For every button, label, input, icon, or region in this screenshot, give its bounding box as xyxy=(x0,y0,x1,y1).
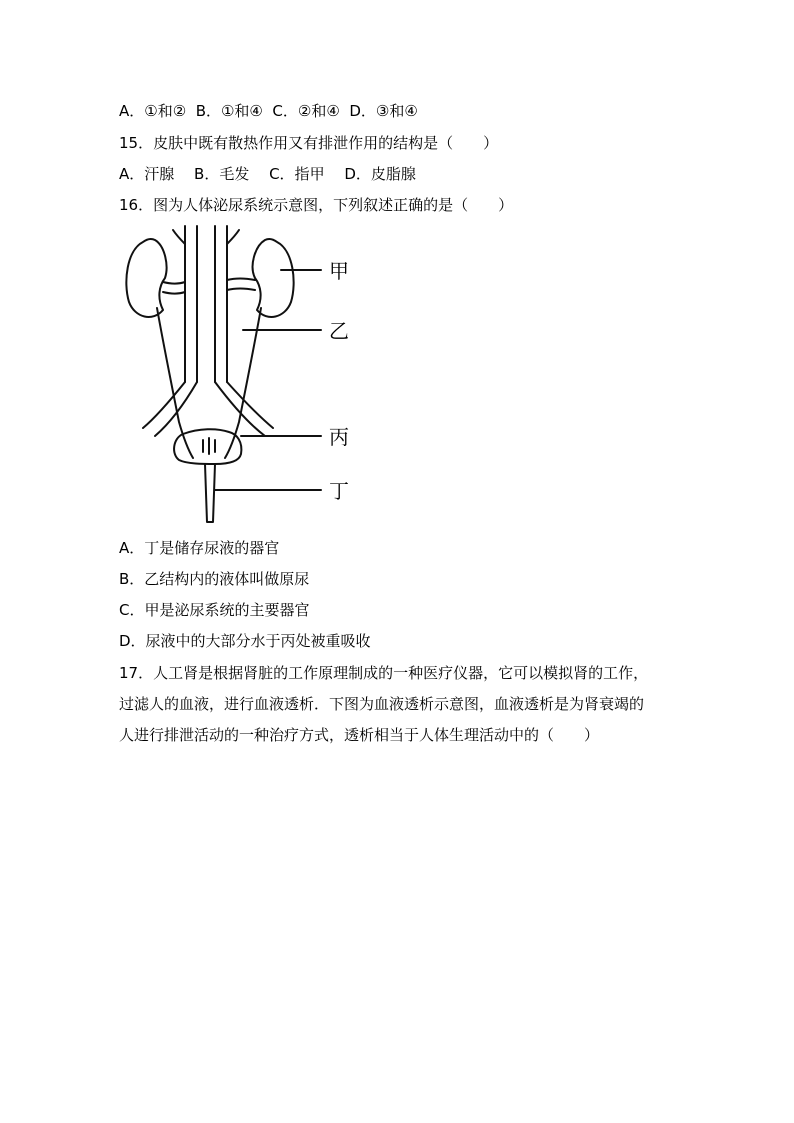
q15-stem: 15．皮肤中既有散热作用又有排泄作用的结构是（ ） xyxy=(119,134,499,152)
left-ureter xyxy=(157,308,193,458)
q17-stem-line1: 17．人工肾是根据肾脏的工作原理制成的一种医疗仪器，它可以模拟肾的工作， xyxy=(119,664,649,682)
q14-options: A．①和② B．①和④ C．②和④ D．③和④ xyxy=(119,102,418,120)
left-kidney xyxy=(126,239,166,317)
label-bing: 丙 xyxy=(329,425,349,449)
label-jia: 甲 xyxy=(329,259,349,283)
q16-stem: 16．图为人体泌尿系统示意图，下列叙述正确的是（ ） xyxy=(119,196,514,214)
right-kidney xyxy=(253,239,294,317)
q16-option-b: B．乙结构内的液体叫做原尿 xyxy=(119,570,310,588)
q16-option-d: D．尿液中的大部分水于丙处被重吸收 xyxy=(119,632,371,650)
q17-stem-line3: 人进行排泄活动的一种治疗方式，透析相当于人体生理活动中的（ ） xyxy=(119,726,600,744)
q16-option-a: A．丁是储存尿液的器官 xyxy=(119,539,280,557)
q16-option-c: C．甲是泌尿系统的主要器官 xyxy=(119,601,310,619)
label-yi: 乙 xyxy=(329,319,349,343)
label-ding: 丁 xyxy=(329,479,349,503)
urinary-system-diagram xyxy=(113,222,363,530)
q15-options: A．汗腺 B．毛发 C．指甲 D．皮脂腺 xyxy=(119,165,416,183)
urethra xyxy=(205,464,215,522)
q17-stem-line2: 过滤人的血液，进行血液透析．下图为血液透析示意图，血液透析是为肾衰竭的 xyxy=(119,695,645,713)
